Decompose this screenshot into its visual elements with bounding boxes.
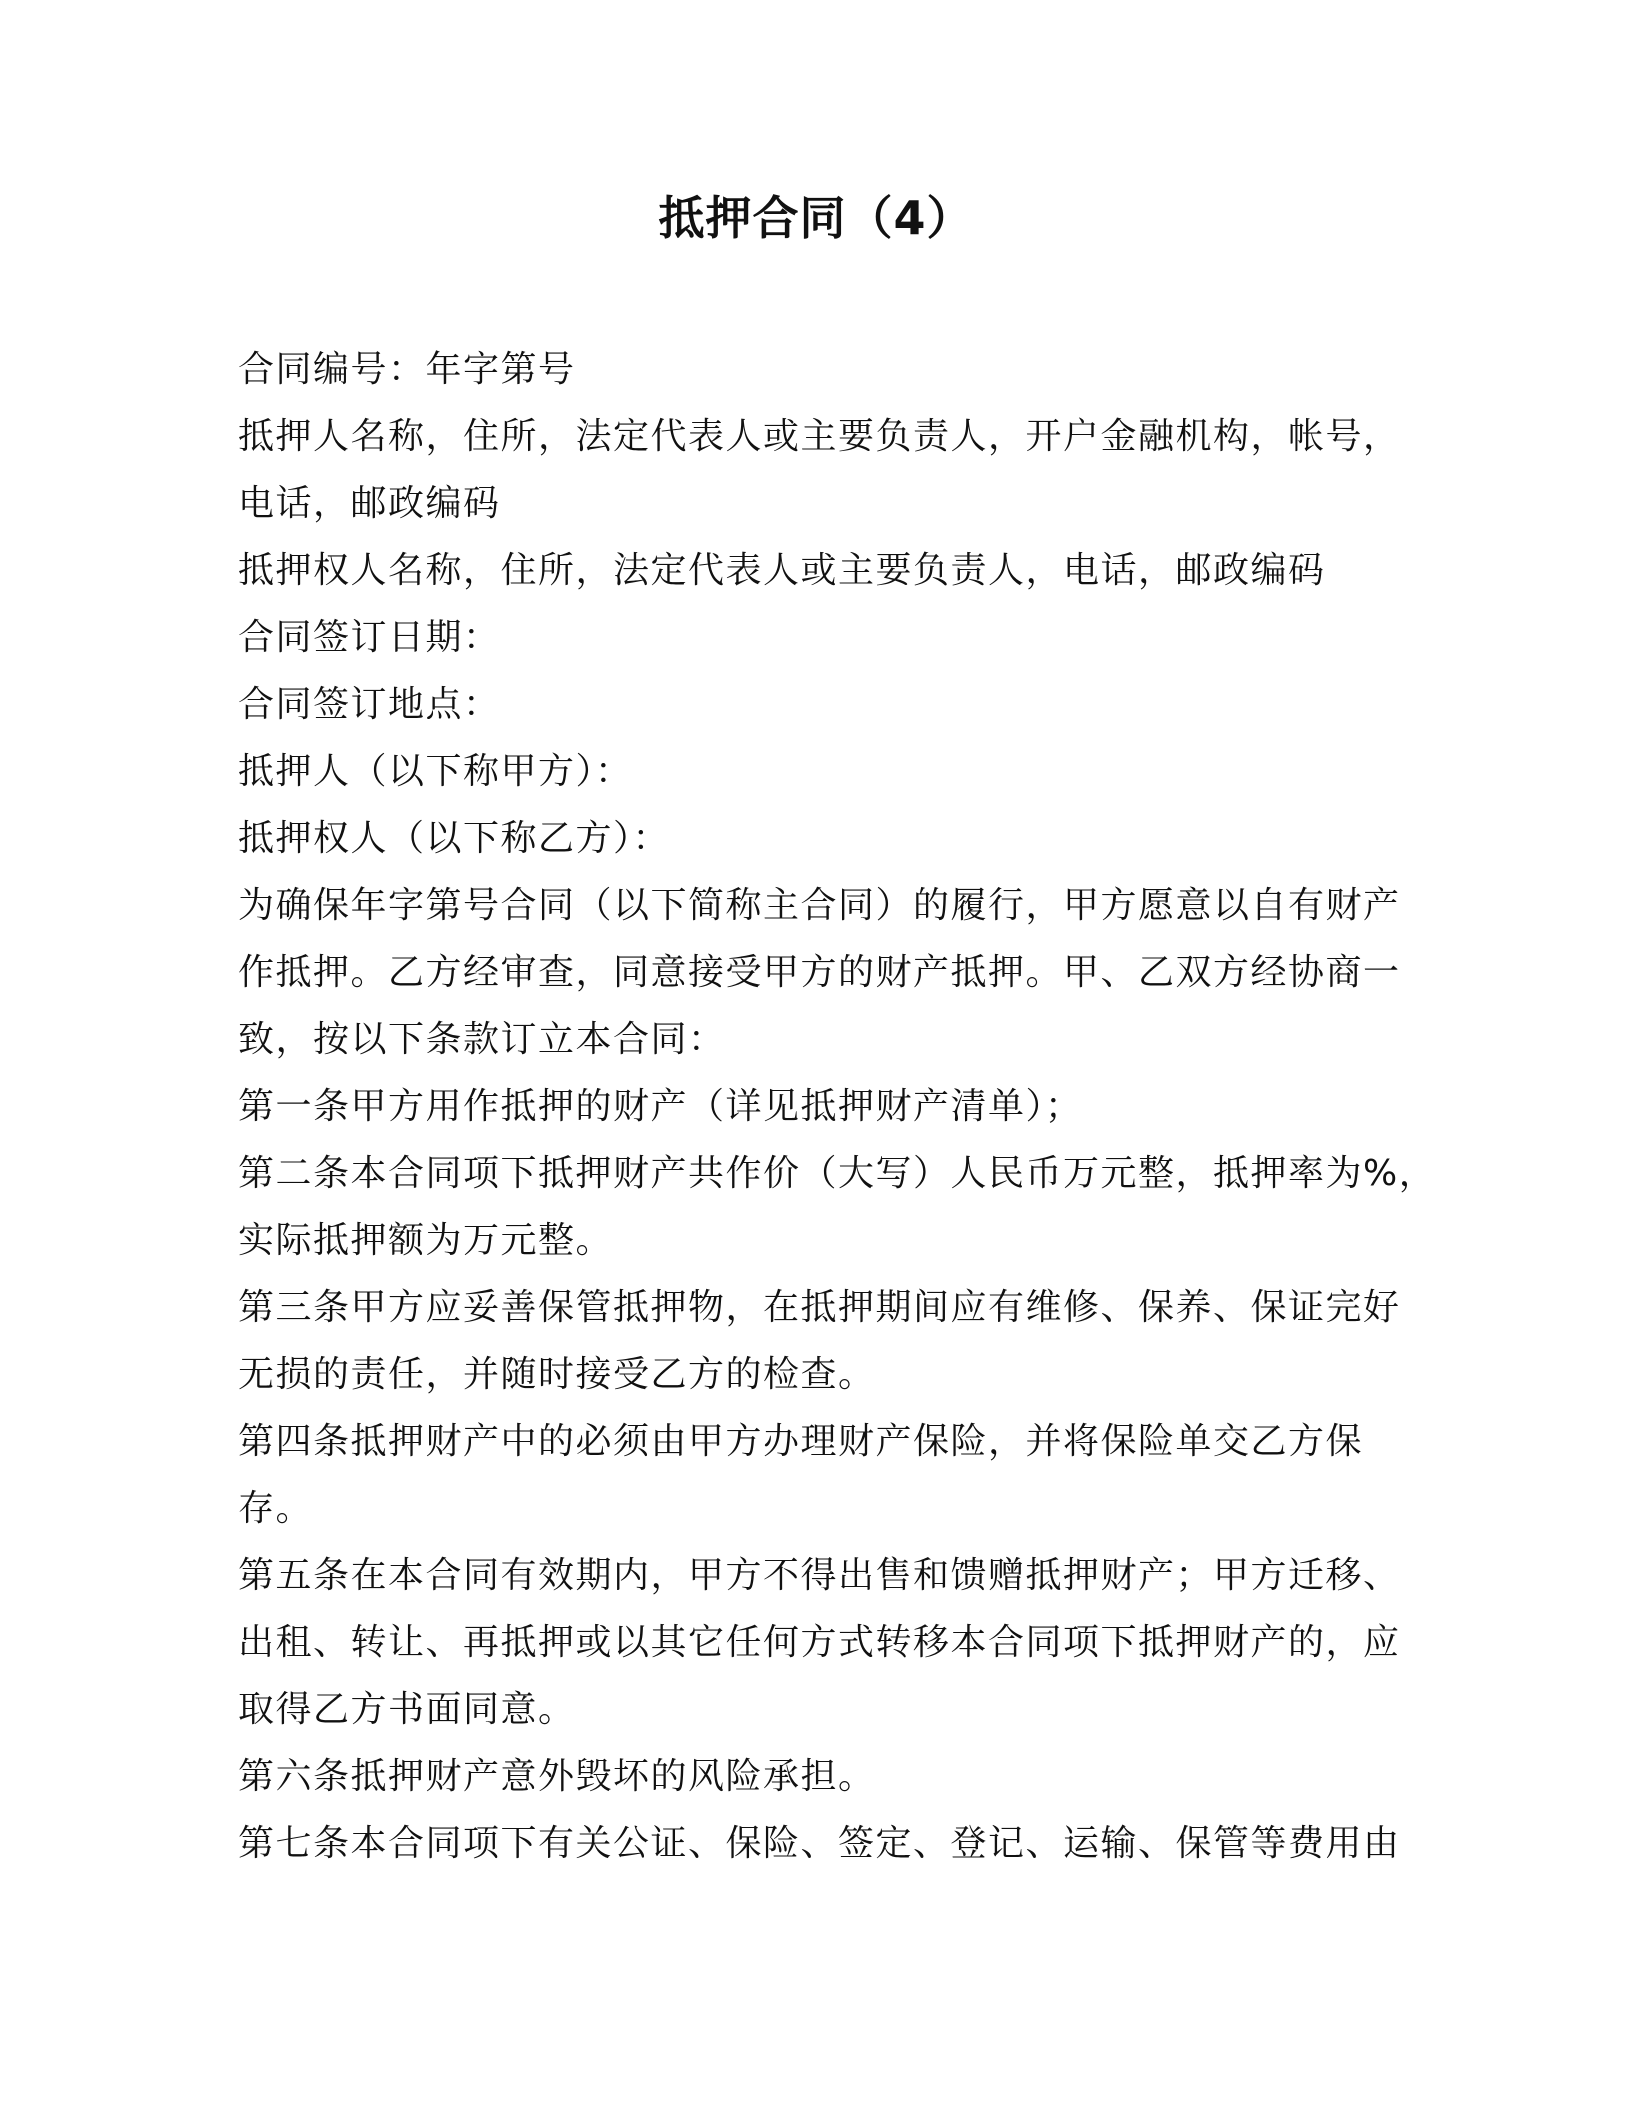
document-title: 抵押合同（4） [658, 191, 974, 245]
party-a-line: 抵押人（以下称甲方）： [238, 751, 633, 792]
article-4-line: 第四条抵押财产中的必须由甲方办理财产保险，并将保险单交乙方保 [238, 1421, 1364, 1462]
signing-place-line: 合同签订地点： [238, 684, 501, 725]
preamble-line: 作抵押。乙方经审查，同意接受甲方的财产抵押。甲、乙双方经协商一 [238, 952, 1401, 993]
article-4-line: 存。 [238, 1488, 314, 1529]
mortgagee-info-line: 抵押权人名称，住所，法定代表人或主要负责人，电话，邮政编码 [238, 550, 1326, 591]
article-5-line: 第五条在本合同有效期内，甲方不得出售和馈赠抵押财产；甲方迁移、 [238, 1555, 1401, 1596]
article-5-line: 取得乙方书面同意。 [238, 1689, 576, 1730]
mortgagor-info-line: 抵押人名称，住所，法定代表人或主要负责人，开户金融机构，帐号， [238, 416, 1401, 457]
article-3-line: 第三条甲方应妥善保管抵押物，在抵押期间应有维修、保养、保证完好 [238, 1287, 1401, 1328]
article-1-line: 第一条甲方用作抵押的财产（详见抵押财产清单）； [238, 1086, 1083, 1127]
article-7-line: 第七条本合同项下有关公证、保险、签定、登记、运输、保管等费用由 [238, 1823, 1401, 1864]
article-5-line: 出租、转让、再抵押或以其它任何方式转移本合同项下抵押财产的，应 [238, 1622, 1401, 1663]
party-b-line: 抵押权人（以下称乙方）： [238, 818, 671, 859]
preamble-line: 为确保年字第号合同（以下简称主合同）的履行，甲方愿意以自有财产 [238, 885, 1401, 926]
mortgagor-info-line-cont: 电话，邮政编码 [238, 483, 501, 524]
contract-number-line: 合同编号：年字第号 [238, 349, 576, 390]
article-2-line: 实际抵押额为万元整。 [238, 1220, 614, 1261]
signing-date-line: 合同签订日期： [238, 617, 501, 658]
article-2-line: 第二条本合同项下抵押财产共作价（大写）人民币万元整，抵押率为%， [238, 1153, 1437, 1194]
article-3-line: 无损的责任，并随时接受乙方的检查。 [238, 1354, 876, 1395]
preamble-line: 致，按以下条款订立本合同： [238, 1019, 726, 1060]
article-6-line: 第六条抵押财产意外毁坏的风险承担。 [238, 1756, 876, 1797]
document-body [238, 336, 1437, 1877]
